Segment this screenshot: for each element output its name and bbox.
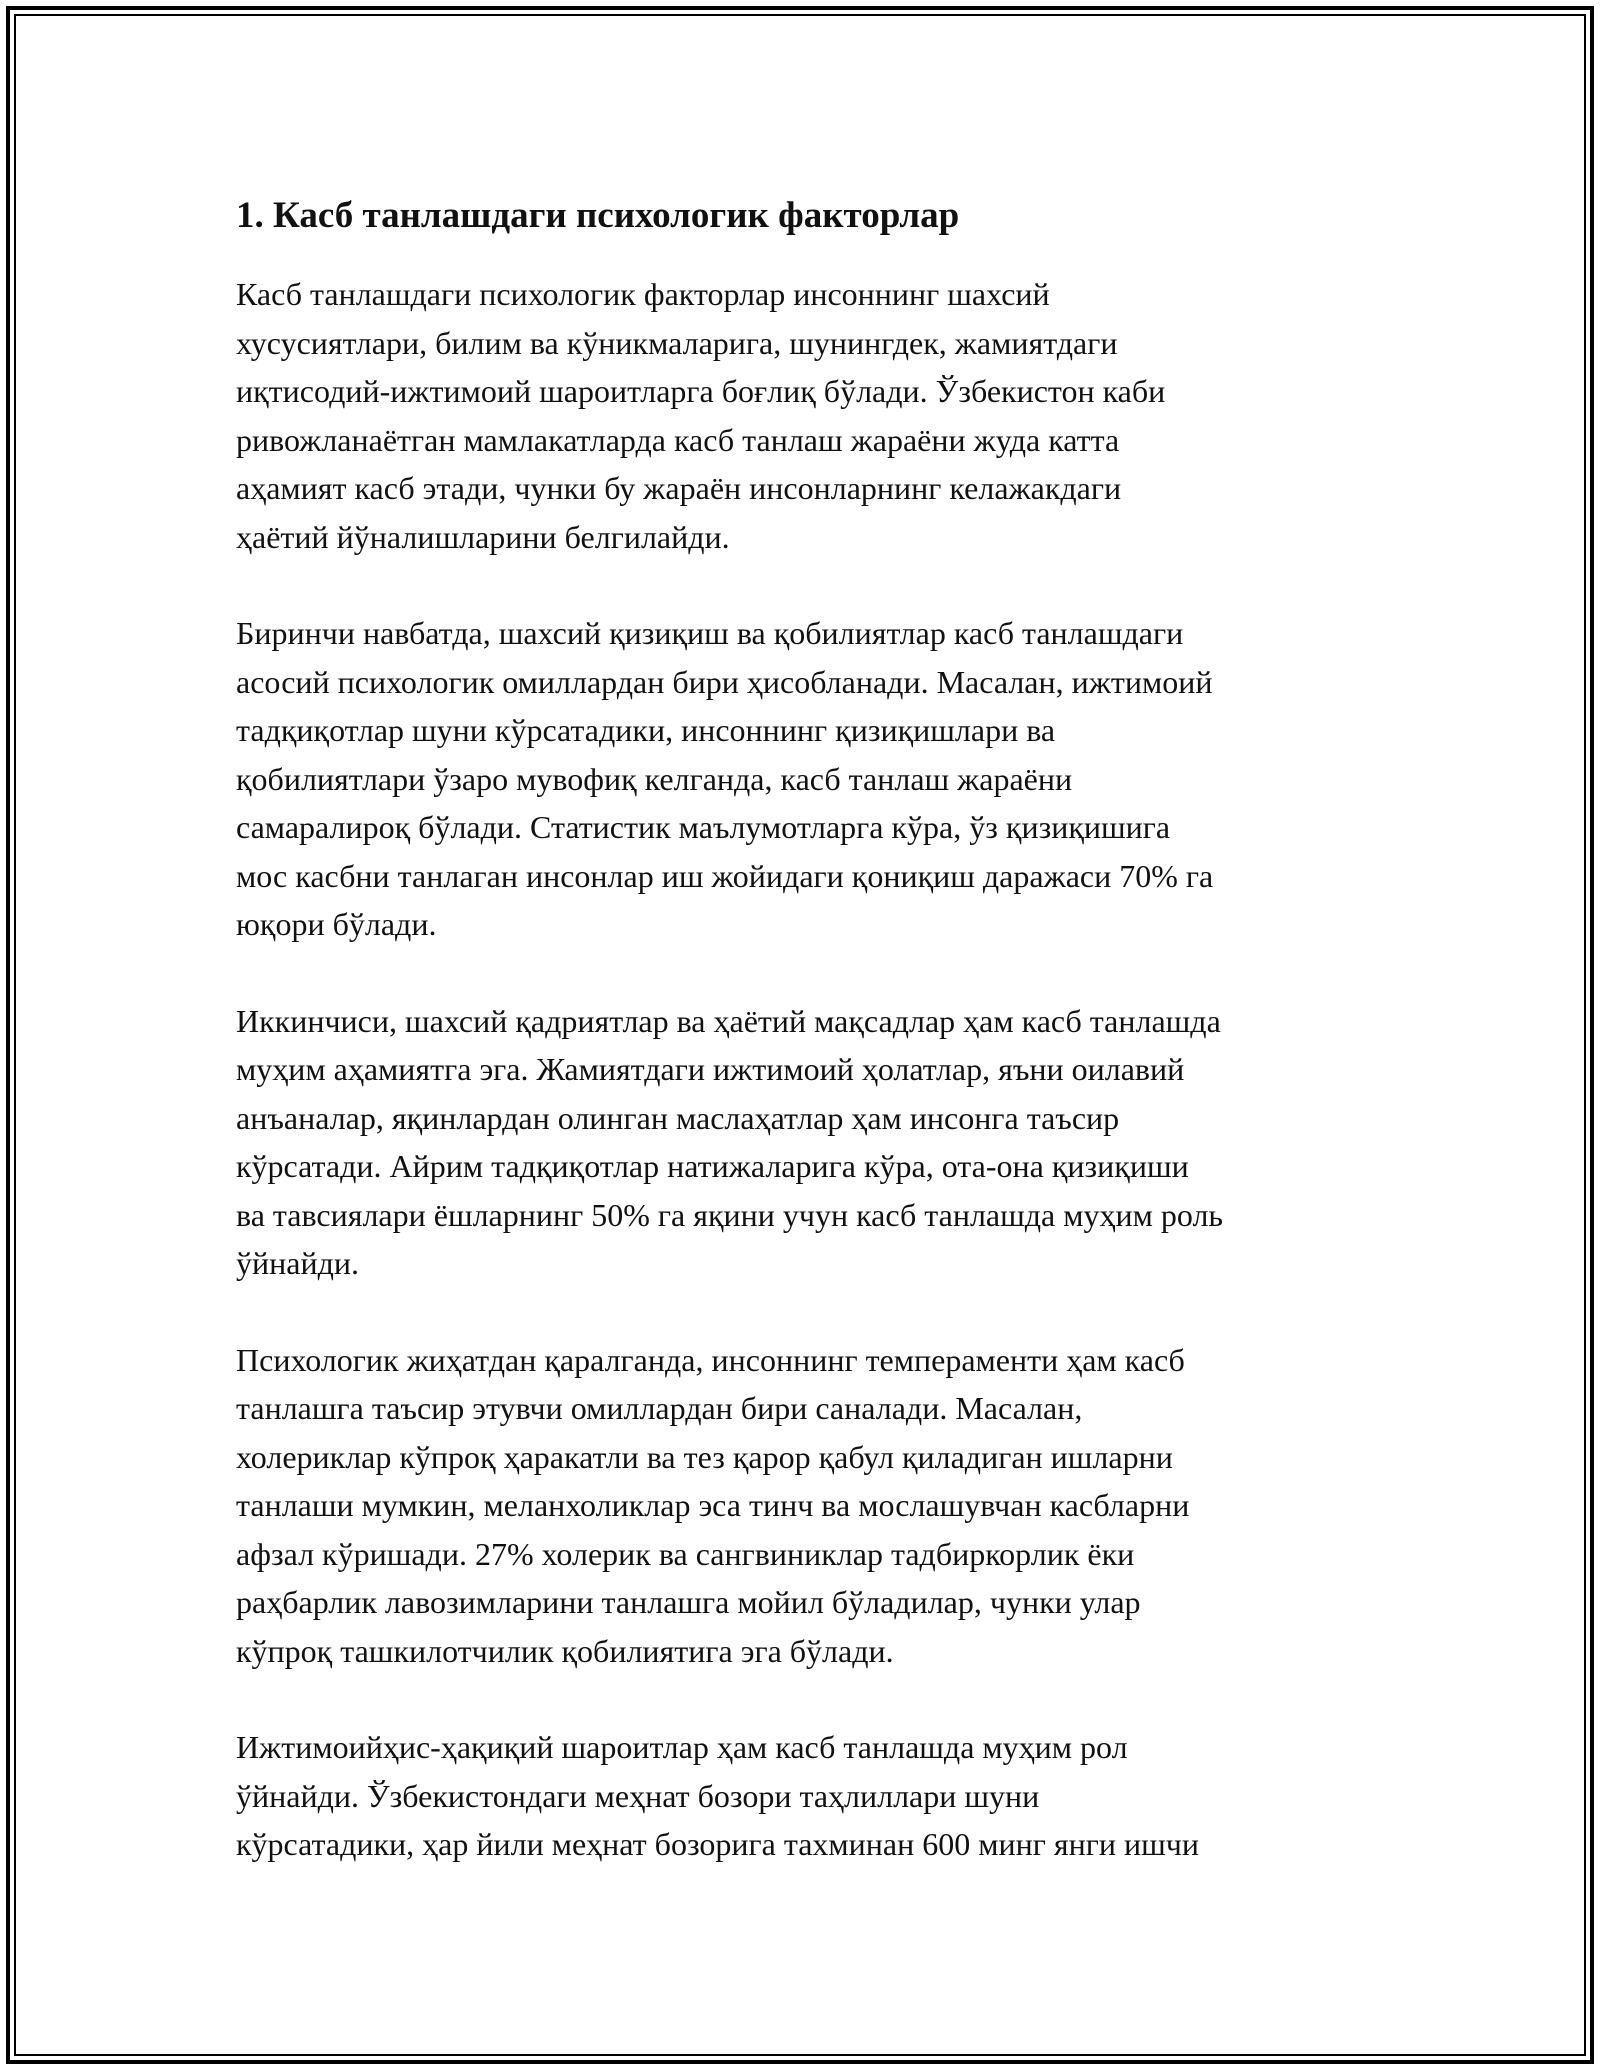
paragraph-1 (236, 270, 1386, 561)
paragraph-3 (236, 997, 1386, 1288)
text-line: асосий психологик омиллардан бири ҳисобланади. Масалан, ижтимоий (236, 663, 1213, 700)
text-line: танлашга таъсир этувчи омиллардан бири саналади. Масалан, (236, 1390, 1083, 1426)
text-line: қобилиятлари ўзаро мувофиқ келганда, касб танлаш жараёни (236, 760, 1073, 797)
paragraph-4 (236, 1336, 1386, 1676)
text-line: Психологик жиҳатдан қаралганда, инсоннинг темпераменти ҳам касб (236, 1341, 1185, 1378)
paragraph-2 (236, 609, 1386, 949)
text-line: хусусиятлари, билим ва кўникмаларига, шунингдек, жамиятдаги (236, 324, 1118, 361)
text-line: Ижтимоийҳис-ҳақиқий шароитлар ҳам касб танлашда муҳим рол (236, 1729, 1128, 1765)
text-line: кўрсатади. Айрим тадқиқотлар натижаларига кўра, ота-она қизиқиши (236, 1148, 1189, 1184)
text-line: самаралироқ бўлади. Статистик маълумотларга кўра, ўз қизиқишига (236, 809, 1171, 845)
text-line: кўпроқ ташкилотчилик қобилиятига эга бўлади. (236, 1632, 894, 1669)
text-line: кўрсатадики, ҳар йили меҳнат бозорига тахминан 600 минг янги ишчи (236, 1826, 1199, 1862)
text-line: анъаналар, яқинлардан олинган маслаҳатлар ҳам инсонга таъсир (236, 1099, 1120, 1136)
text-line: муҳим аҳамиятга эга. Жамиятдаги ижтимоий ҳолатлар, яъни оилавий (236, 1051, 1185, 1087)
text-line: Биринчи навбатда, шахсий қизиқиш ва қобилиятлар касб танлашдаги (236, 615, 1184, 651)
section-heading: 1. Касб танлашдаги психологик факторлар (236, 195, 960, 236)
text-line: мос касбни танлаган инсонлар иш жойидаги қониқиш даражаси 70% га (236, 857, 1214, 894)
text-line: ўйнайди. (236, 1245, 359, 1281)
text-line: холериклар кўпроқ ҳаракатли ва тез қарор қабул қиладиган ишларни (236, 1438, 1173, 1475)
paragraph-5 (236, 1723, 1386, 1869)
text-line: танлаши мумкин, меланхоликлар эса тинч ва мослашувчан касбларни (236, 1487, 1190, 1523)
text-line: иқтисодий-ижтимоий шароитларга боғлиқ бўлади. Ўзбекистон каби (236, 373, 1166, 409)
document-body (236, 190, 1386, 1917)
text-line: раҳбарлик лавозимларини танлашга мойил бўладилар, чунки улар (236, 1584, 1141, 1620)
text-line: аҳамият касб этади, чунки бу жараён инсонларнинг келажакдаги (236, 470, 1122, 506)
text-line: Касб танлашдаги психологик факторлар инсоннинг шахсий (236, 276, 1050, 312)
text-line: ва тавсиялари ёшларнинг 50% га яқини учун касб танлашда муҳим роль (236, 1196, 1223, 1233)
text-line: тадқиқотлар шуни кўрсатадики, инсоннинг қизиқишлари ва (236, 712, 1056, 748)
text-line: ривожланаётган мамлакатларда касб танлаш жараёни жуда катта (236, 421, 1120, 458)
text-line: Иккинчиси, шахсий қадриятлар ва ҳаётий мақсадлар ҳам касб танлашда (236, 1002, 1221, 1039)
text-line: ҳаётий йўналишларини белгилайди. (236, 518, 730, 555)
text-line: ўйнайди. Ўзбекистондаги меҳнат бозори таҳлиллари шуни (236, 1777, 1040, 1814)
text-line: юқори бўлади. (236, 906, 437, 942)
text-line: афзал кўришади. 27% холерик ва сангвиниклар тадбиркорлик ёки (236, 1535, 1135, 1572)
